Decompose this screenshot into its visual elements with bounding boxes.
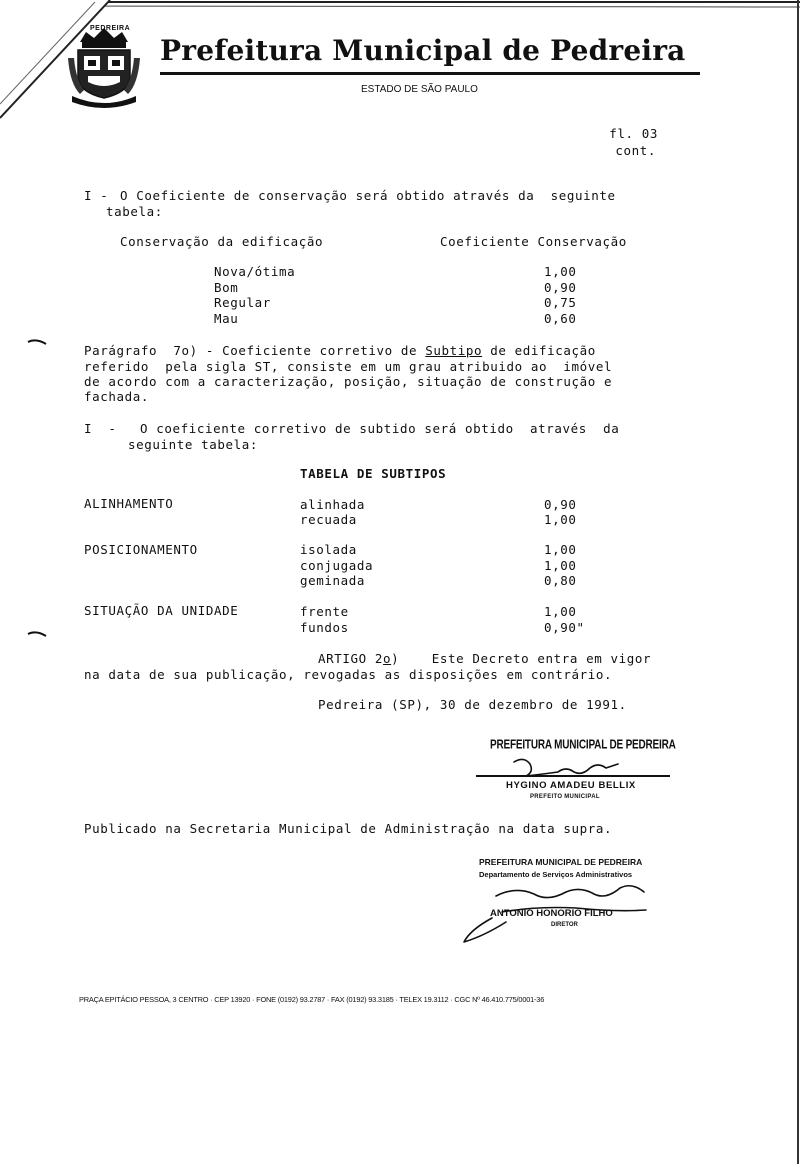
municipal-crest-icon — [66, 24, 142, 108]
signatory-name: HYGINO AMADEU BELLIX — [506, 780, 636, 791]
subtype-category: ALINHAMENTO — [84, 496, 174, 511]
subtype-item-value: 1,00 — [544, 542, 577, 557]
subtype-item-label: frente — [300, 604, 349, 619]
signatory-role: DIRETOR — [551, 922, 578, 928]
date-line: Pedreira (SP), 30 de dezembro de 1991. — [318, 697, 627, 712]
page-title: Prefeitura Municipal de Pedreira — [160, 34, 686, 67]
subtypes-table-title: TABELA DE SUBTIPOS — [300, 466, 447, 481]
paragraph-underlined-term: Subtipo — [425, 343, 483, 358]
stamp-title: PREFEITURA MUNICIPAL DE PEDREIRA — [479, 857, 643, 867]
subtype-item-label: geminada — [300, 573, 366, 588]
clause-text: O coeficiente corretivo de subtido será obtido através da — [140, 421, 620, 436]
clause-text: seguinte tabela: — [128, 437, 259, 452]
table-row-value: 0,60 — [544, 311, 577, 326]
subtype-item-value: 1,00 — [544, 604, 577, 619]
crest-text: PEDREIRA — [90, 25, 131, 32]
signature-mayor — [500, 752, 670, 782]
page-ref-sheet: fl. 03 — [609, 126, 658, 141]
paragraph-line — [84, 343, 596, 358]
table-row-value: 0,90 — [544, 280, 577, 295]
table-row-value: 1,00 — [544, 264, 577, 279]
publication-note: Publicado na Secretaria Municipal de Administração na data supra. — [84, 821, 613, 836]
article-label: ARTIGO 2 — [318, 651, 384, 666]
subtype-item-label: fundos — [300, 620, 349, 635]
paragraph-line: referido pela sigla ST, consiste em um grau atribuido ao imóvel — [84, 359, 613, 374]
subtype-item-label: recuada — [300, 512, 357, 527]
subtype-item-value: 1,00 — [544, 558, 577, 573]
clause-text: O Coeficiente de conservação será obtido através da seguinte — [120, 188, 616, 203]
article-text-line: na data de sua publicação, revogadas as disposições em contrário. — [84, 667, 613, 682]
clause-text: tabela: — [106, 204, 163, 219]
subtype-item-label: isolada — [300, 542, 357, 557]
title-rule — [160, 72, 700, 75]
signatory-role: PREFEITO MUNICIPAL — [530, 794, 600, 800]
article-heading-line — [318, 651, 651, 666]
subtype-item-value: 0,90" — [544, 620, 585, 635]
subtype-item-label: alinhada — [300, 497, 366, 512]
table-header: Conservação da edificação — [120, 234, 324, 249]
table-header: Coeficiente Conservação — [440, 234, 627, 249]
article-ordinal: o — [383, 651, 392, 666]
subtype-item-value: 0,80 — [544, 573, 577, 588]
signatory-name: ANTONIO HONORIO FILHO — [490, 908, 613, 919]
subtype-item-value: 1,00 — [544, 512, 577, 527]
table-row-value: 0,75 — [544, 295, 577, 310]
article-text: ) Este Decreto entra em vigor — [391, 651, 652, 666]
subtype-item-label: conjugada — [300, 558, 374, 573]
paragraph-prefix: Parágrafo 7o) - Coeficiente corretivo de — [84, 343, 426, 358]
table-row-label: Bom — [214, 280, 239, 295]
footer-address: PRAÇA EPITÁCIO PESSOA, 3 CENTRO · CEP 13920 · FONE (0192) 93.2787 · FAX (0192) 93.3185 · TELEX 19.3112 · CGC Nº 46.410.775/0001-36 — [79, 995, 545, 1004]
table-row-label: Regular — [214, 295, 271, 310]
stamp-title: PREFEITURA MUNICIPAL DE PEDREIRA — [490, 738, 676, 753]
page-ref-cont: cont. — [615, 143, 656, 158]
paragraph-line: de acordo com a caracterização, posição, situação de construção e — [84, 374, 613, 389]
department-name: Departamento de Serviços Administrativos — [479, 870, 633, 879]
table-row-label: Nova/ótima — [214, 264, 296, 279]
paragraph-suffix: de edificação — [482, 343, 596, 358]
clause-numeral: I - — [84, 188, 109, 203]
state-subtitle: ESTADO DE SÃO PAULO — [361, 84, 478, 95]
paragraph-line: fachada. — [84, 389, 150, 404]
table-row-label: Mau — [214, 311, 239, 326]
signature-rule — [476, 775, 670, 777]
subtype-item-value: 0,90 — [544, 497, 577, 512]
subtype-category: SITUAÇÃO DA UNIDADE — [84, 603, 239, 618]
clause-numeral: I - — [84, 421, 117, 436]
subtype-category: POSICIONAMENTO — [84, 542, 198, 557]
